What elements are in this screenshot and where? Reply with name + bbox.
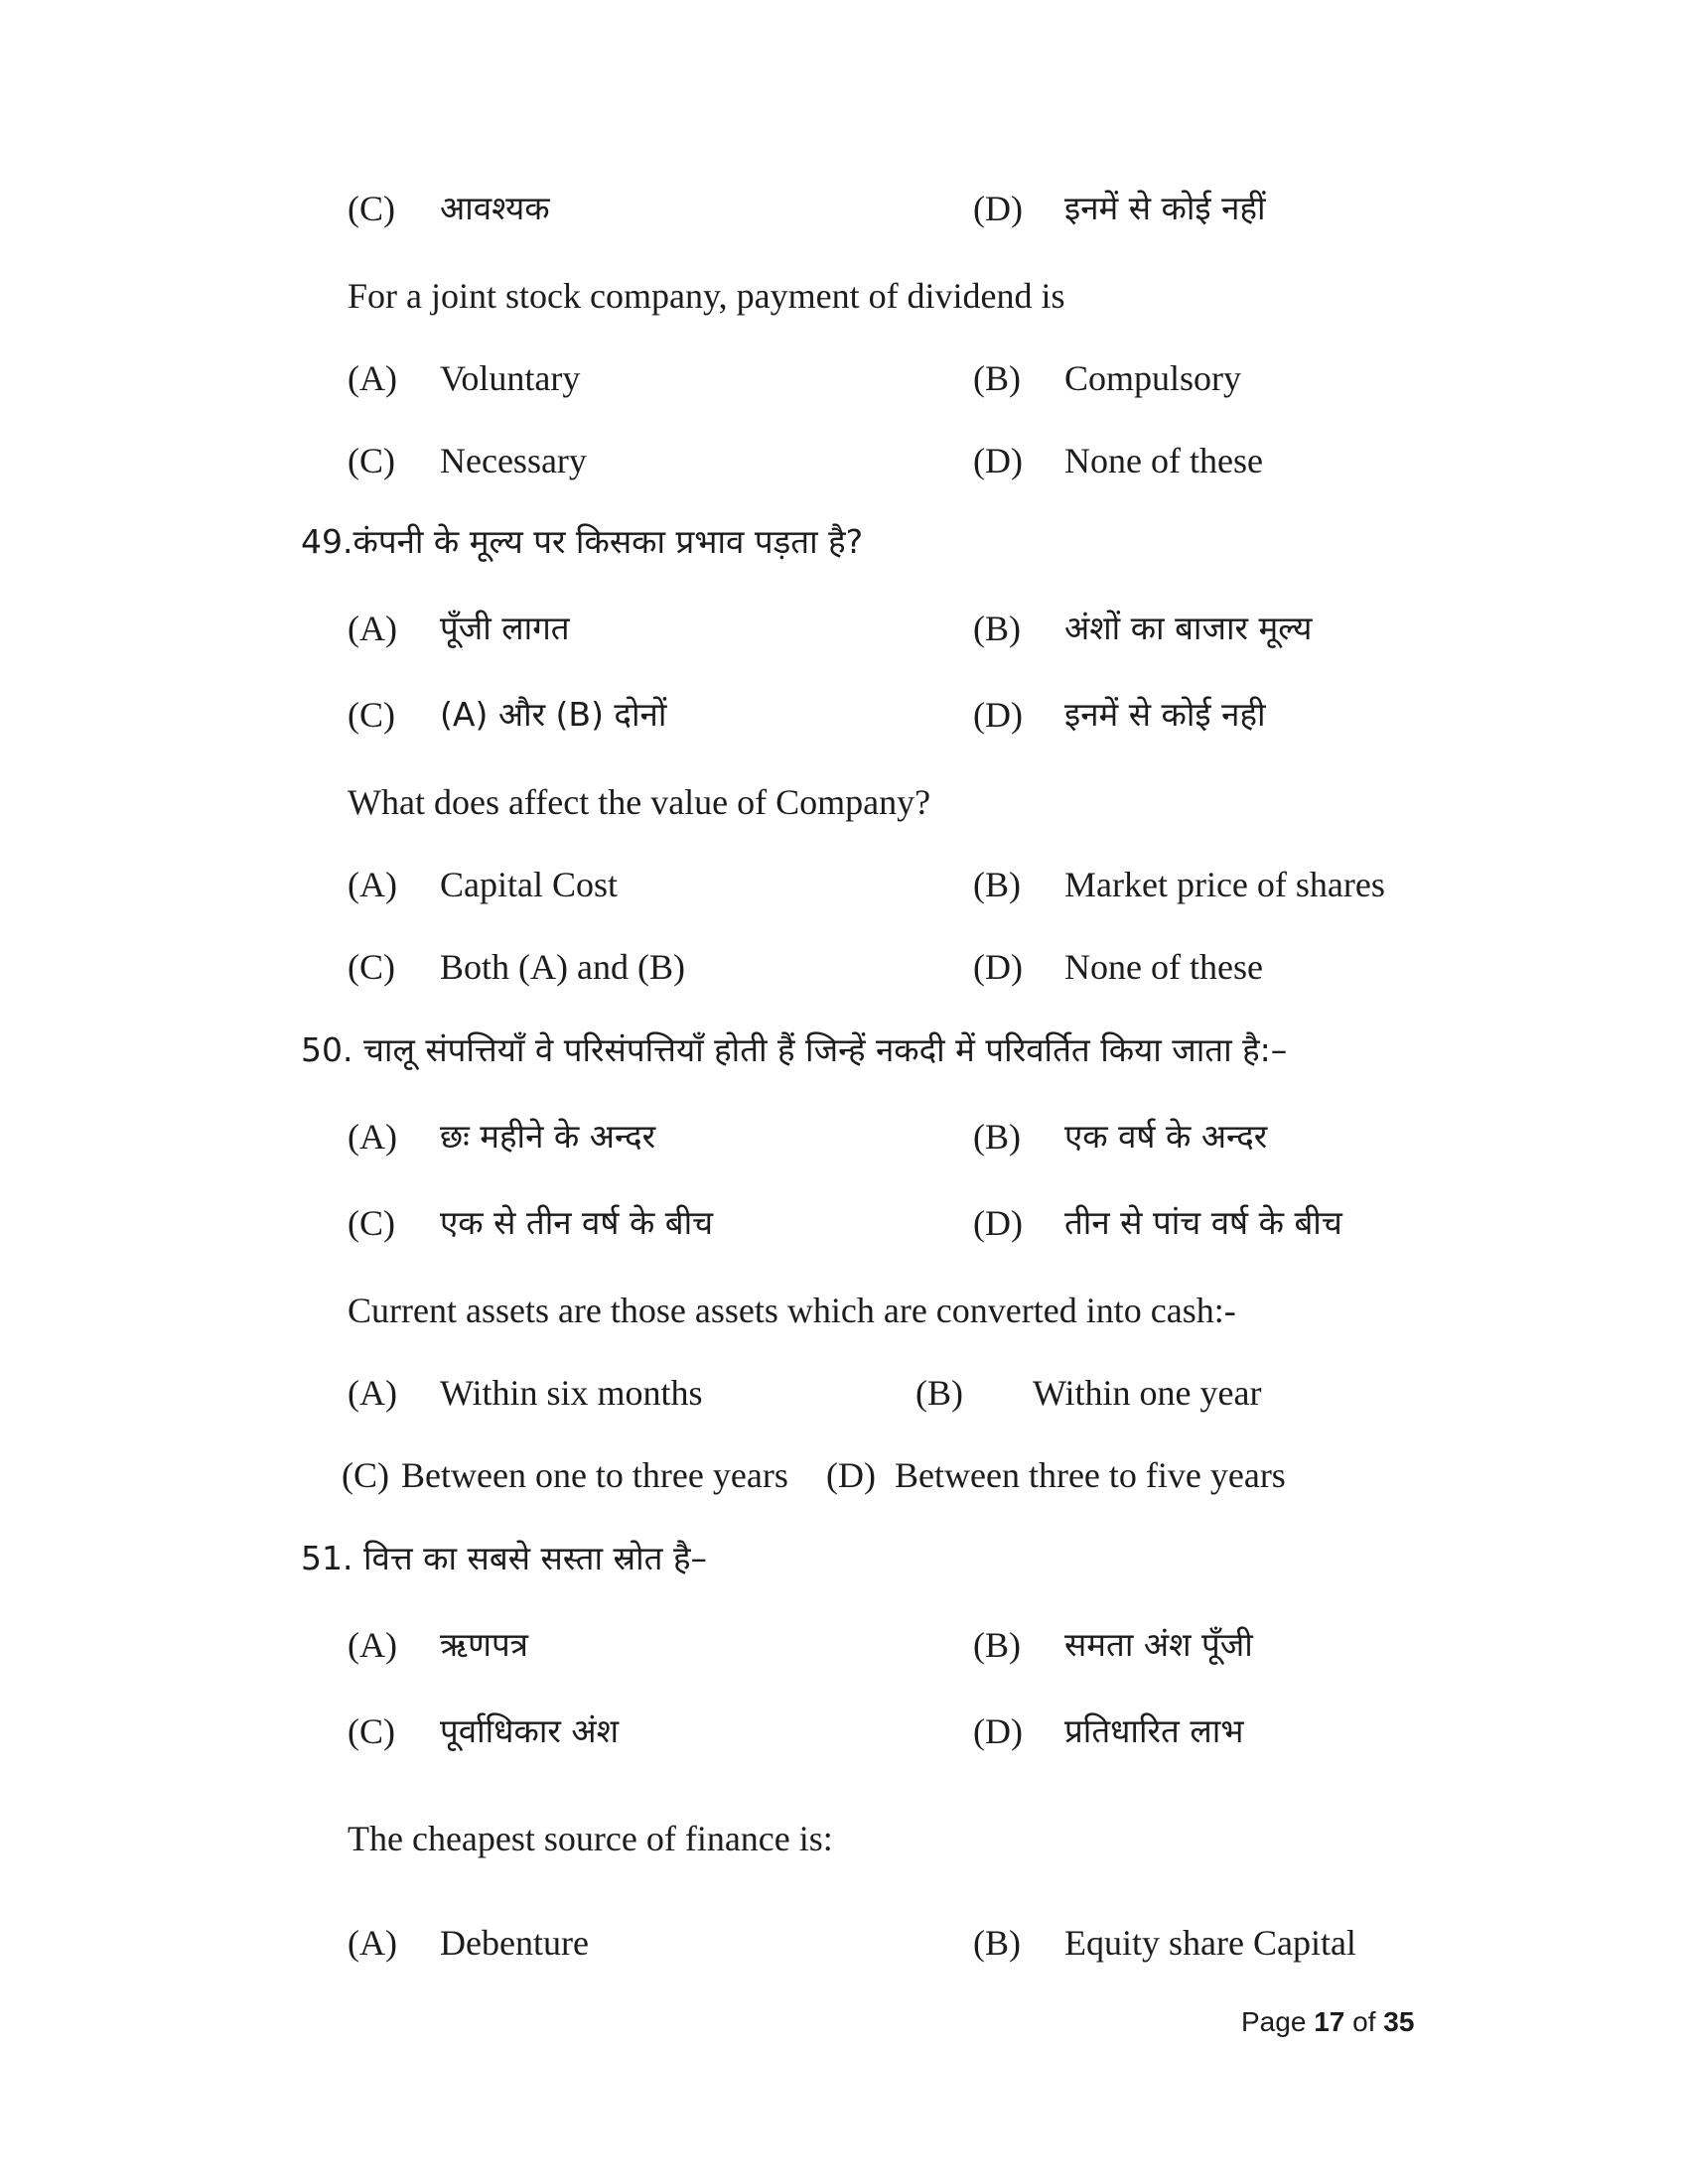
question-text: The cheapest source of finance is: [348, 1819, 833, 1858]
question-text: 51. वित्त का सबसे सस्ता स्रोत है– [301, 1539, 707, 1577]
option-label: (C) [348, 695, 395, 735]
option-text: Voluntary [440, 358, 581, 398]
q50-hi-question [0, 1025, 1688, 1075]
option-label: (B) [973, 865, 1021, 904]
option-label: (D) [973, 947, 1023, 987]
total-pages: 35 [1383, 2006, 1415, 2037]
option-text: आवश्यक [440, 189, 550, 227]
option-label: (B) [915, 1373, 963, 1413]
option-text: Capital Cost [440, 865, 618, 904]
question-text: 50. चालू संपत्तियाँ वे परिसंपत्तियाँ होती हैं जिन्हें नकदी में परिवर्तित किया जाता है:– [301, 1030, 1288, 1069]
q50-hi-option-row-cd [0, 1198, 1688, 1248]
option-label: (B) [973, 1117, 1021, 1157]
option-label: (D) [973, 1711, 1023, 1751]
q50-en-option-row-ab [0, 1368, 1688, 1418]
option-text: पूँजी लागत [440, 609, 570, 647]
option-text: Market price of shares [1064, 865, 1385, 904]
option-text: (A) और (B) दोनों [440, 695, 667, 734]
q50-hi-option-row-ab [0, 1112, 1688, 1161]
option-label: (B) [973, 358, 1021, 398]
option-label: (C) [348, 189, 395, 228]
q51-hi-question [0, 1534, 1688, 1583]
q49-hi-question [0, 517, 1688, 567]
q49-en-option-row-cd [0, 942, 1688, 992]
option-label: (A) [348, 865, 397, 904]
option-text: Equity share Capital [1064, 1923, 1356, 1963]
q48-en-option-row-cd [0, 436, 1688, 485]
q49-en-question [0, 777, 1688, 827]
of-word: of [1352, 2006, 1376, 2037]
option-text: इनमें से कोई नहीं [1064, 189, 1266, 227]
option-text: Between three to five years [895, 1455, 1286, 1495]
option-label: (D) [973, 189, 1023, 228]
option-text: None of these [1064, 947, 1263, 987]
option-text: None of these [1064, 441, 1263, 480]
q49-en-option-row-ab [0, 860, 1688, 909]
question-text: 49.कंपनी के मूल्य पर किसका प्रभाव पड़ता है? [301, 522, 864, 561]
option-label: (A) [348, 1923, 397, 1963]
option-label: (C) [348, 441, 395, 480]
option-text: समता अंश पूँजी [1064, 1625, 1253, 1664]
q48-en-question [0, 271, 1688, 321]
option-label: (C) [348, 1203, 395, 1243]
q49-hi-option-row-cd [0, 690, 1688, 740]
option-label: (D) [826, 1455, 876, 1495]
option-text: पूर्वाधिकार अंश [440, 1711, 620, 1750]
option-label: (A) [348, 358, 397, 398]
option-label: (C) [348, 947, 395, 987]
option-text: ऋणपत्र [440, 1625, 528, 1664]
q50-en-question [0, 1286, 1688, 1335]
option-label: (B) [973, 609, 1021, 648]
q49-hi-option-row-ab [0, 604, 1688, 653]
option-text: तीन से पांच वर्ष के बीच [1064, 1203, 1342, 1242]
option-text: एक वर्ष के अन्दर [1064, 1117, 1268, 1156]
option-text: एक से तीन वर्ष के बीच [440, 1203, 714, 1242]
option-label: (A) [348, 1625, 397, 1665]
option-text: Debenture [440, 1923, 589, 1963]
q51-hi-option-row-cd [0, 1706, 1688, 1756]
option-label: (D) [973, 441, 1023, 480]
option-text: Within six months [440, 1373, 703, 1413]
option-label: (C) [348, 1711, 395, 1751]
option-text: Compulsory [1064, 358, 1242, 398]
option-label: (D) [973, 1203, 1023, 1243]
q48-hi-option-row-cd [0, 184, 1688, 233]
question-text: What does affect the value of Company? [348, 782, 931, 822]
option-text: Both (A) and (B) [440, 947, 685, 987]
option-label: (A) [348, 609, 397, 648]
q50-en-option-row-cd [0, 1450, 1688, 1500]
option-label: (B) [973, 1625, 1021, 1665]
option-label: (D) [973, 695, 1023, 735]
page-word: Page [1241, 2006, 1307, 2037]
page-footer [1241, 2000, 1414, 2044]
q51-en-option-row-ab [0, 1918, 1688, 1968]
q48-en-option-row-ab [0, 353, 1688, 403]
q51-hi-option-row-ab [0, 1620, 1688, 1670]
option-text: अंशों का बाजार मूल्य [1064, 609, 1313, 647]
option-text: इनमें से कोई नही [1064, 695, 1266, 734]
option-text: Within one year [1033, 1373, 1262, 1413]
option-label: (A) [348, 1117, 397, 1157]
page-number: 17 [1314, 2006, 1345, 2037]
option-text: Between one to three years [401, 1455, 788, 1495]
question-text: Current assets are those assets which are converted into cash:- [348, 1291, 1236, 1330]
option-label: (A) [348, 1373, 397, 1413]
option-text: छः महीने के अन्दर [440, 1117, 656, 1156]
option-text: Necessary [440, 441, 587, 480]
question-text: For a joint stock company, payment of dividend is [348, 276, 1065, 316]
option-label: (B) [973, 1923, 1021, 1963]
option-label: (C) [342, 1455, 389, 1495]
q51-en-question [0, 1814, 1688, 1863]
option-text: प्रतिधारित लाभ [1064, 1711, 1244, 1750]
